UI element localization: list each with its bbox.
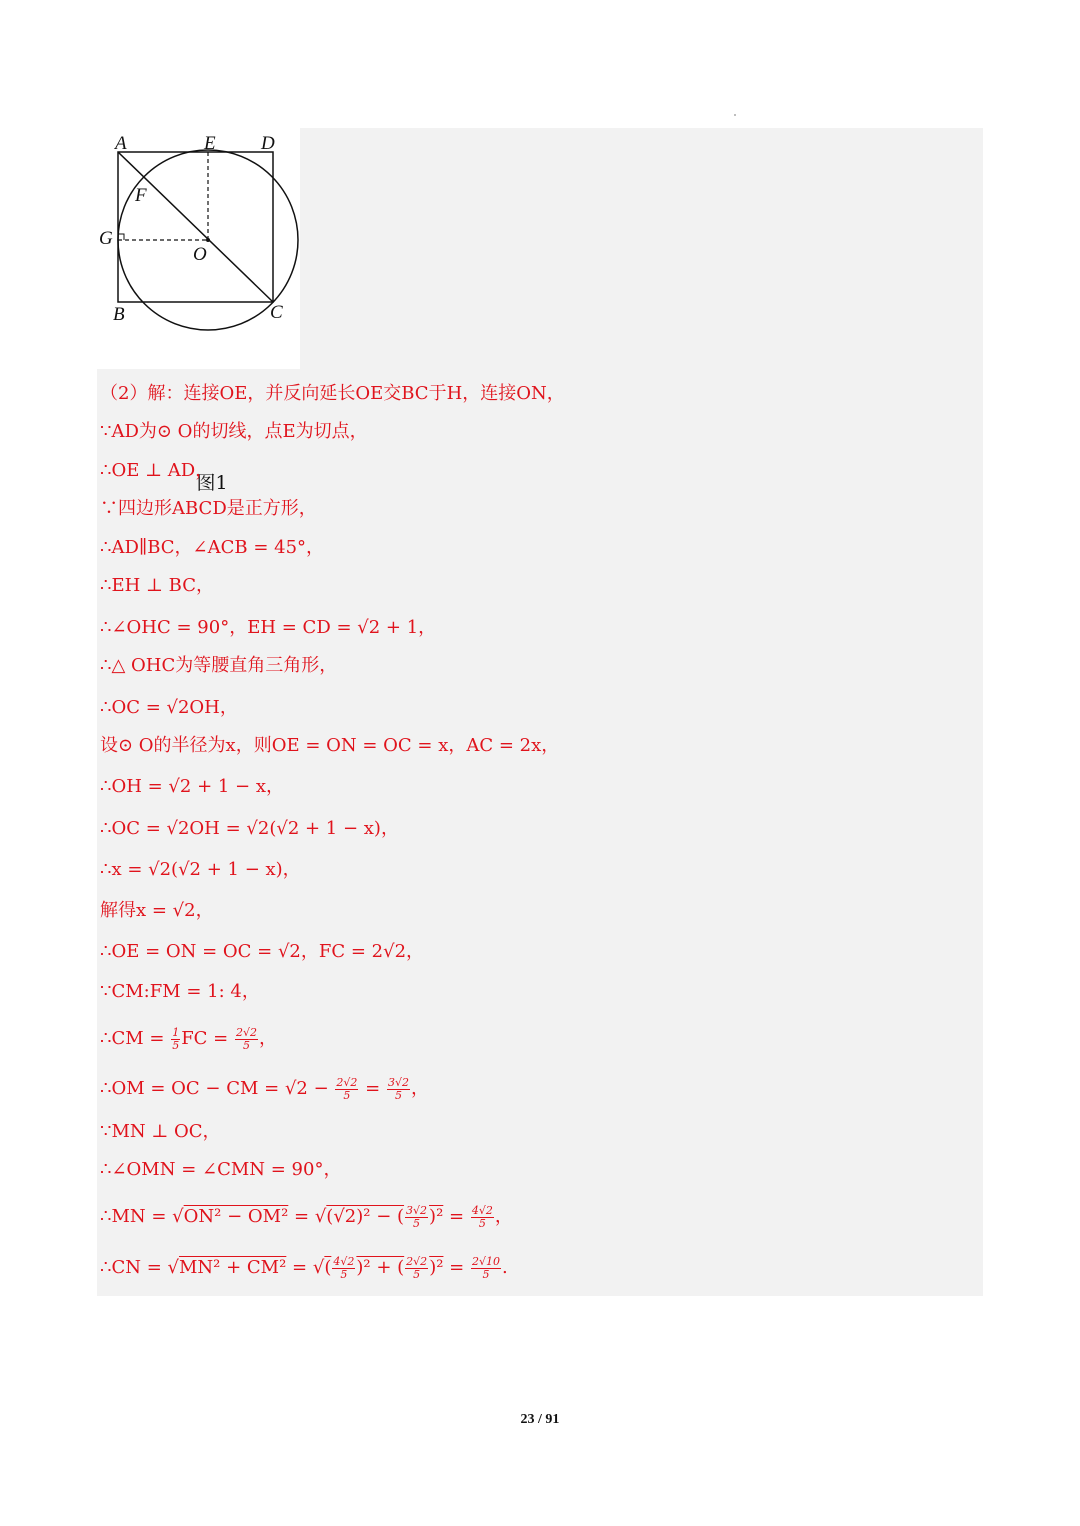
fraction-num: 2√10 (471, 1254, 500, 1268)
mn-eq: = √ (288, 1206, 327, 1227)
solution-line: ∴OE = ON = OC = √2，FC = 2√2， (100, 941, 425, 962)
mn-radicand: ON² − OM² (183, 1206, 289, 1227)
solution-line: ∵CM:FM = 1: 4， (100, 981, 260, 1002)
fraction (335, 1077, 358, 1102)
fraction (235, 1027, 258, 1052)
cn-suffix: . (501, 1257, 508, 1278)
label-c: C (270, 302, 283, 323)
fraction-den: 5 (343, 1088, 351, 1102)
label-a: A (115, 133, 127, 154)
solution-line: ∴△ OHC为等腰直角三角形， (100, 655, 338, 676)
figure-caption: 图1 (196, 472, 228, 494)
fraction-den: 5 (242, 1038, 250, 1052)
mn-part: )² (429, 1206, 444, 1227)
cm-prefix: ∴CM = (100, 1028, 171, 1049)
label-d: D (261, 133, 275, 154)
mn-suffix: ， (494, 1206, 513, 1227)
solution-line: ∵MN ⊥ OC， (100, 1121, 221, 1142)
om-mid: = (359, 1078, 386, 1099)
solution-line: ∵四边形ABCD是正方形， (100, 498, 317, 519)
solution-line: ∴OH = √2 + 1 − x， (100, 776, 285, 797)
fraction (471, 1256, 501, 1281)
solution-line: ∴EH ⊥ BC， (100, 575, 214, 596)
om-suffix: ， (410, 1078, 429, 1099)
center-point (206, 238, 210, 242)
fraction-num: 2√2 (235, 1025, 257, 1039)
solution-line: ∴OC = √2OH = √2(√2 + 1 − x)， (100, 818, 399, 839)
solution-line: ∴∠OMN = ∠CMN = 90°， (100, 1159, 342, 1180)
fraction (471, 1205, 494, 1230)
solution-line: ∵AD为⊙ O的切线，点E为切点， (100, 421, 368, 442)
fraction-num: 3√2 (406, 1203, 428, 1217)
label-f: F (135, 185, 147, 206)
cn-line (100, 1248, 508, 1288)
fraction-den: 5 (478, 1216, 486, 1230)
label-o: O (193, 244, 207, 265)
figure-svg (97, 128, 327, 369)
fraction-num: 1 (172, 1025, 180, 1039)
fraction-num: 2√2 (406, 1254, 428, 1268)
cn-radicand: MN² + CM² (178, 1257, 287, 1278)
cm-suffix: ， (259, 1028, 277, 1049)
scan-dot (734, 114, 736, 116)
cn-part: )² (429, 1257, 444, 1278)
fraction-num: 4√2 (471, 1203, 493, 1217)
fraction (405, 1256, 428, 1281)
om-line (100, 1069, 429, 1109)
solution-line: ∴OC = √2OH， (100, 697, 238, 718)
fraction-den: 5 (413, 1267, 421, 1281)
cm-line (100, 1019, 277, 1059)
solution-line: 解得x = √2， (100, 900, 214, 921)
page-number: 23 / 91 (520, 1412, 560, 1427)
fraction-num: 2√2 (336, 1075, 358, 1089)
label-g: G (99, 228, 113, 249)
label-b: B (113, 304, 125, 325)
fraction-num: 3√2 (387, 1075, 409, 1089)
cn-radicand-expr (324, 1254, 444, 1281)
fraction-den: 5 (482, 1267, 490, 1281)
solution-line: ∴OE ⊥ AD， (100, 460, 214, 481)
right-angle-mark (118, 234, 124, 240)
mn-radicand-expr (326, 1203, 444, 1230)
cn-eq2: = (443, 1257, 470, 1278)
cn-eq: = √ (286, 1257, 325, 1278)
fraction (171, 1027, 180, 1052)
mn-part: (√2)² − ( (326, 1206, 405, 1227)
fraction-num: 4√2 (333, 1254, 355, 1268)
om-prefix: ∴OM = OC − CM = √2 − (100, 1078, 335, 1099)
fraction-den: 5 (340, 1267, 348, 1281)
mn-line (100, 1197, 513, 1237)
mn-eq2: = (443, 1206, 470, 1227)
solution-line: ∴∠OHC = 90°，EH = CD = √2 + 1， (100, 617, 437, 638)
cm-mid: FC = (181, 1028, 234, 1049)
solution-line: ∴AD∥BC，∠ACB = 45°， (100, 537, 325, 558)
cn-prefix: ∴CN = √ (100, 1257, 179, 1278)
solution-line: （2）解：连接OE，并反向延长OE交BC于H，连接ON， (100, 383, 565, 404)
solution-line: ∴x = √2(√2 + 1 − x)， (100, 859, 301, 880)
cn-part: )² + ( (356, 1257, 405, 1278)
fraction-den: 5 (413, 1216, 421, 1230)
fraction-den: 5 (394, 1088, 402, 1102)
fraction (405, 1205, 428, 1230)
fraction-den: 5 (172, 1038, 180, 1052)
solution-line: 设⊙ O的半径为x，则OE = ON = OC = x，AC = 2x， (100, 735, 560, 756)
fraction (332, 1256, 355, 1281)
diagonal-ac (118, 152, 273, 302)
fraction (387, 1077, 410, 1102)
mn-prefix: ∴MN = √ (100, 1206, 184, 1227)
cn-part: ( (324, 1257, 332, 1278)
label-e: E (204, 133, 216, 154)
